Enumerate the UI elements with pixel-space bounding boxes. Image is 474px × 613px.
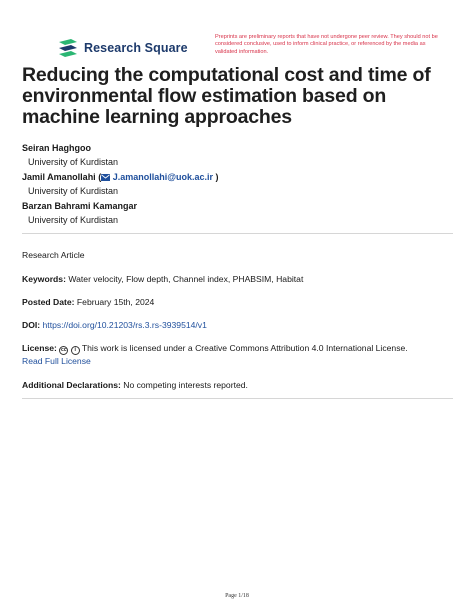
paper-title: Reducing the computational cost and time of environmental flow estimation based on machine learning approaches [22, 64, 431, 128]
declarations-label: Additional Declarations: [22, 380, 121, 390]
posted-date-line [22, 296, 462, 308]
brand-name: Research Square [84, 41, 188, 55]
doi-label: DOI: [22, 320, 41, 330]
keywords-line [22, 273, 462, 285]
attribution-icon: i [71, 346, 80, 355]
author-affiliation: University of Kurdistan [28, 186, 119, 197]
author-email-link[interactable]: J.amanollahi@uok.ac.ir [112, 171, 214, 182]
page-number: Page 1/18 [225, 593, 249, 599]
declarations-value: No competing interests reported. [123, 380, 248, 390]
preprint-notice: Preprints are preliminary reports that have not undergone peer review. They should not be considered conclusive, used to inform clinical practice, or referenced by the media as validated information. [215, 34, 438, 55]
license-line [22, 342, 462, 367]
author-affiliation: University of Kurdistan [28, 157, 119, 168]
keywords-label: Keywords: [22, 274, 66, 284]
author-email-group: ( J.amanollahi@uok.ac.ir ) [98, 171, 219, 182]
keywords-value: Water velocity, Flow depth, Channel index, PHABSIM, Habitat [68, 274, 304, 284]
declarations-line [22, 379, 462, 391]
author-name: Jamil Amanollahi ( J.amanollahi@uok.ac.ir ) [22, 171, 219, 182]
creative-commons-icon: cc [60, 347, 67, 353]
author-list [22, 141, 462, 227]
research-square-logo[interactable] [57, 38, 188, 58]
doi-line [22, 319, 462, 331]
license-label: License: [22, 343, 57, 353]
doi-link[interactable]: https://doi.org/10.21203/rs.3.rs-3939514/v1 [42, 320, 207, 330]
divider [22, 233, 453, 234]
posted-date-value: February 15th, 2024 [76, 297, 155, 307]
posted-date-label: Posted Date: [22, 297, 75, 307]
author-name: Barzan Bahrami Kamangar [22, 200, 138, 211]
read-full-license-link[interactable]: Read Full License [22, 356, 91, 366]
header [0, 34, 474, 64]
envelope-icon [101, 174, 110, 181]
author-name: Seiran Haghgoo [22, 143, 92, 153]
research-square-logo-icon [57, 38, 79, 58]
author-affiliation: University of Kurdistan [28, 215, 119, 226]
divider [22, 398, 453, 399]
article-type: Research Article [22, 250, 85, 260]
license-text: This work is licensed under a Creative Commons Attribution 4.0 International License. [81, 343, 408, 353]
